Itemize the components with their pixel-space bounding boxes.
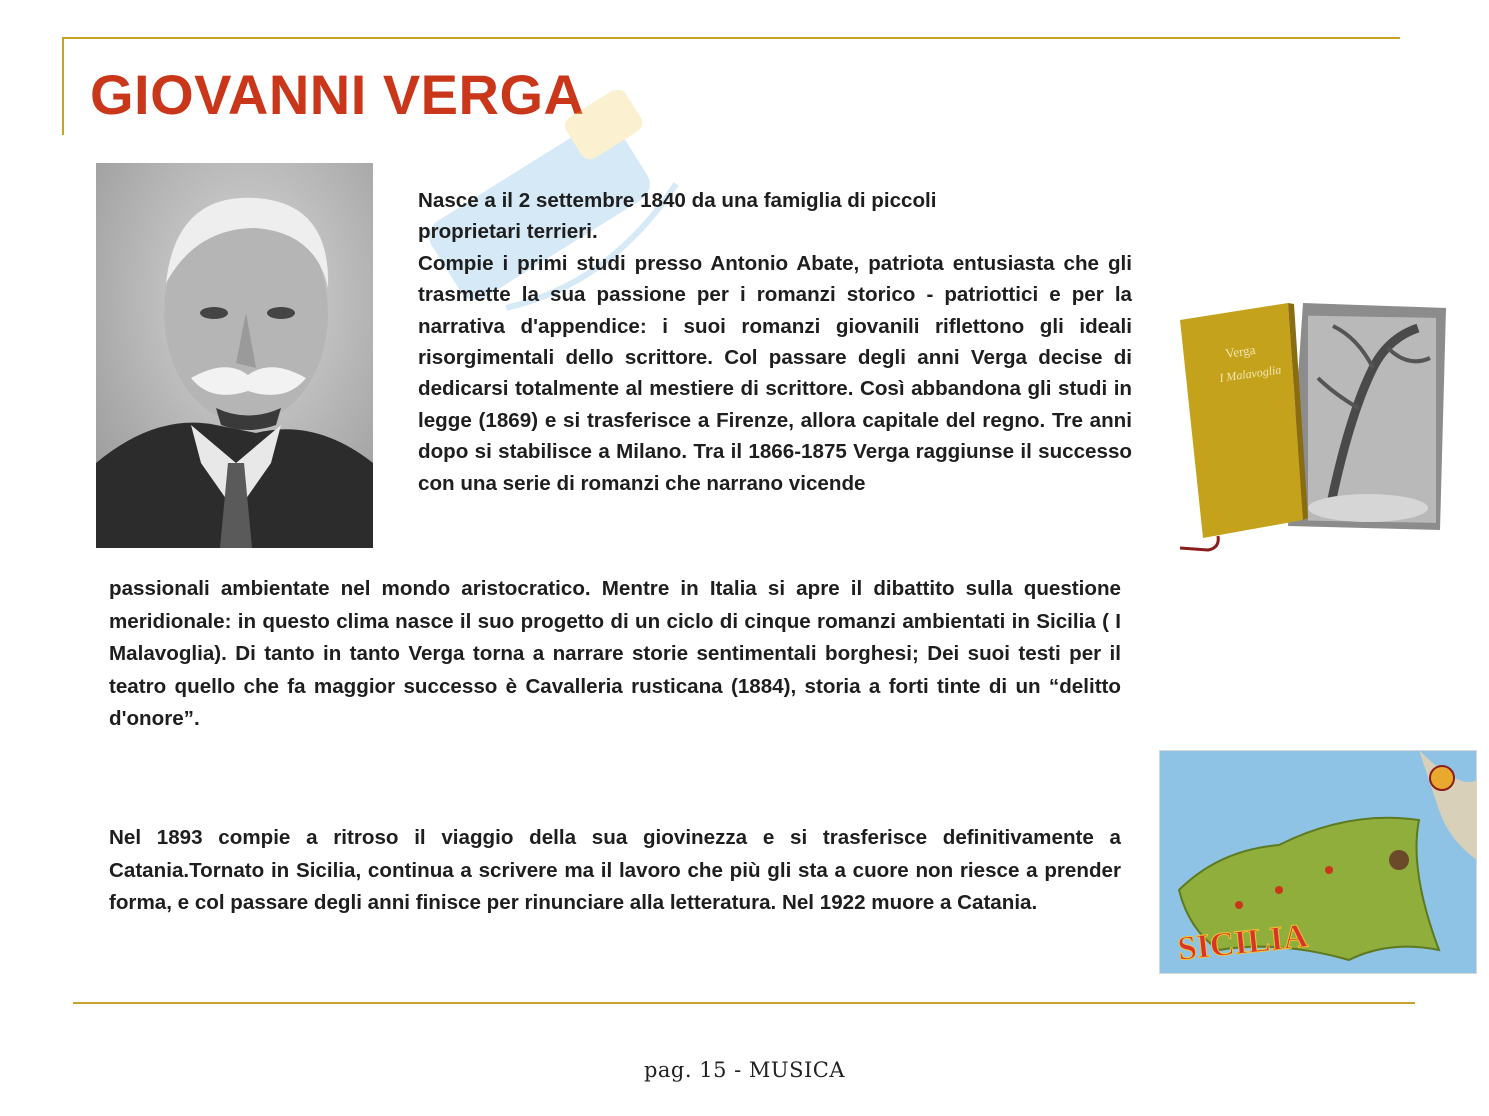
- biography-line-2: proprietari terrieri.: [418, 220, 598, 244]
- top-rule: [62, 37, 1400, 39]
- biography-paragraph-2: passionali ambientate nel mondo aristocratico. Mentre in Italia si apre il dibattito sulla questione meridionale: in questo clima nasce il suo progetto di un ciclo di cinque romanzi ambientati in Sicilia ( I Malavoglia). Di tanto in tanto Verga torna a narrare storie sentimentali borghesi; Dei suoi testi per il teatro quello che fa maggior successo è Cavalleria rusticana (1884), storia a forti tinte di un “delitto d'onore”.: [109, 577, 1121, 730]
- portrait-image: [96, 163, 373, 548]
- biography-paragraph-1-rest: Compie i primi studi presso Antonio Abate, patriota entusiasta che gli trasmette la sua passione per i romanzi storico - patriottici e per la narrativa d'appendice: i suoi romanzi giovanili riflettono gli ideali risorgimentali dello scrittore. Col passare degli anni Verga decise di dedicarsi totalmente al mestiere di scrittore. Così abbandona gli studi in legge (1869) e si trasferisce a Firenze, allora capitale del regno. Tre anni dopo si stabilisce a Milano. Tra il 1866-1875 Verga raggiunse il successo con una serie di romanzi che narrano vicende: [418, 251, 1132, 495]
- map-label: SICILIA: [1175, 917, 1310, 968]
- left-rule: [62, 37, 64, 135]
- bottom-rule: [73, 1002, 1415, 1004]
- biography-line-1: Nasce a il 2 settembre 1840 da una famiglia di piccoli: [418, 189, 937, 212]
- page-title: GIOVANNI VERGA: [90, 63, 585, 126]
- page-footer: pag. 15 - MUSICA: [643, 1058, 846, 1082]
- biography-paragraph-1: [418, 185, 1132, 499]
- book-image: [1158, 298, 1454, 554]
- biography-paragraph-3: Nel 1893 compie a ritroso il viaggio della sua giovinezza e si trasferisce definitivamente a Catania.Tornato in Sicilia, continua a scrivere ma il lavoro che più gli sta a cuore non riesce a prender forma, e col passare degli anni finisce per rinunciare alla letteratura. Nel 1922 muore a Catania.: [109, 826, 1121, 914]
- book-cover-author: Verga: [1224, 341, 1257, 361]
- sicily-map-image: [1159, 750, 1477, 974]
- book-cover-title: I Malavoglia: [1218, 362, 1283, 385]
